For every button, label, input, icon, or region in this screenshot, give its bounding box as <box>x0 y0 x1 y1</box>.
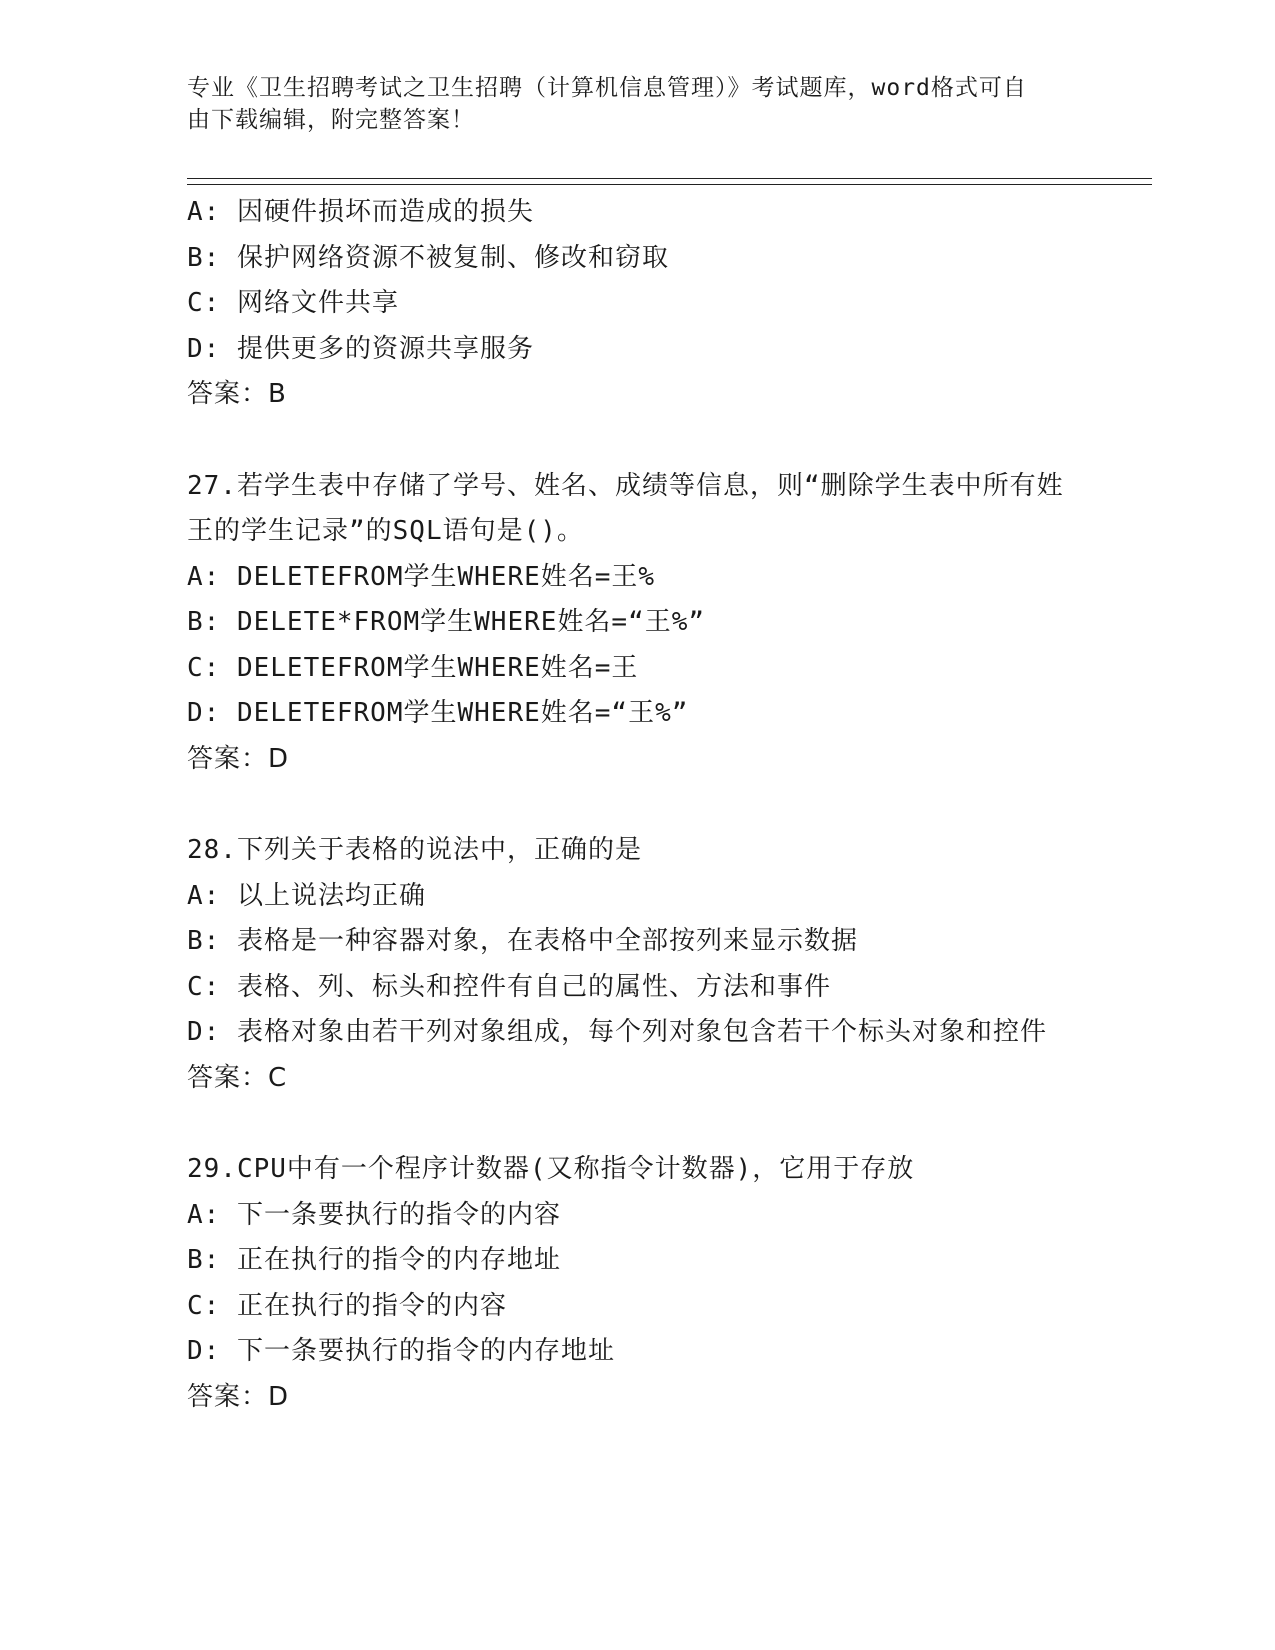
option-d: D: 下一条要执行的指令的内存地址 <box>187 1336 615 1366</box>
option-c: C: 表格、列、标头和控件有自己的属性、方法和事件 <box>187 971 831 1002</box>
option-a: A: 因硬件损坏而造成的损失 <box>187 197 534 227</box>
question-26 <box>187 190 1087 418</box>
answer: 答案：B <box>187 379 287 409</box>
question-list <box>187 190 1087 1420</box>
document-header <box>187 72 1067 136</box>
option-b: B: 保护网络资源不被复制、修改和窃取 <box>187 242 669 273</box>
question-28 <box>187 828 1087 1101</box>
header-divider-top <box>187 178 1152 179</box>
question-29 <box>187 1147 1087 1420</box>
answer: 答案：C <box>187 1062 288 1093</box>
header-line-2: 由下载编辑，附完整答案！ <box>187 107 475 133</box>
spacer <box>187 782 1087 828</box>
header-divider-bottom <box>187 184 1152 185</box>
option-b: B: 表格是一种容器对象，在表格中全部按列来显示数据 <box>187 926 858 956</box>
spacer <box>187 1101 1087 1147</box>
option-d: D: 表格对象由若干列对象组成，每个列对象包含若干个标头对象和控件 <box>187 1017 1047 1047</box>
question-stem: 28.下列关于表格的说法中，正确的是 <box>187 835 642 865</box>
answer: 答案：D <box>187 1381 290 1412</box>
option-d: D: DELETEFROM学生WHERE姓名=“王%” <box>187 698 689 728</box>
option-a: A: 以上说法均正确 <box>187 880 426 911</box>
spacer <box>187 418 1087 464</box>
answer: 答案：D <box>187 743 290 774</box>
question-stem: 27.若学生表中存储了学号、姓名、成绩等信息，则“删除学生表中所有姓王的学生记录”的SQL语句是()。 <box>187 470 1064 546</box>
option-b: B: DELETE*FROM学生WHERE姓名=“王%” <box>187 607 706 637</box>
option-b: B: 正在执行的指令的内存地址 <box>187 1245 561 1275</box>
option-d: D: 提供更多的资源共享服务 <box>187 333 534 364</box>
header-line-1: 专业《卫生招聘考试之卫生招聘（计算机信息管理）》考试题库，word格式可自 <box>187 75 1027 101</box>
option-c: C: DELETEFROM学生WHERE姓名=王 <box>187 652 639 683</box>
option-a: A: DELETEFROM学生WHERE姓名=王% <box>187 561 656 592</box>
option-c: C: 网络文件共享 <box>187 288 399 318</box>
option-a: A: 下一条要执行的指令的内容 <box>187 1199 561 1230</box>
question-stem: 29.CPU中有一个程序计数器(又称指令计数器)，它用于存放 <box>187 1154 915 1184</box>
question-27 <box>187 464 1087 783</box>
option-c: C: 正在执行的指令的内容 <box>187 1290 507 1321</box>
